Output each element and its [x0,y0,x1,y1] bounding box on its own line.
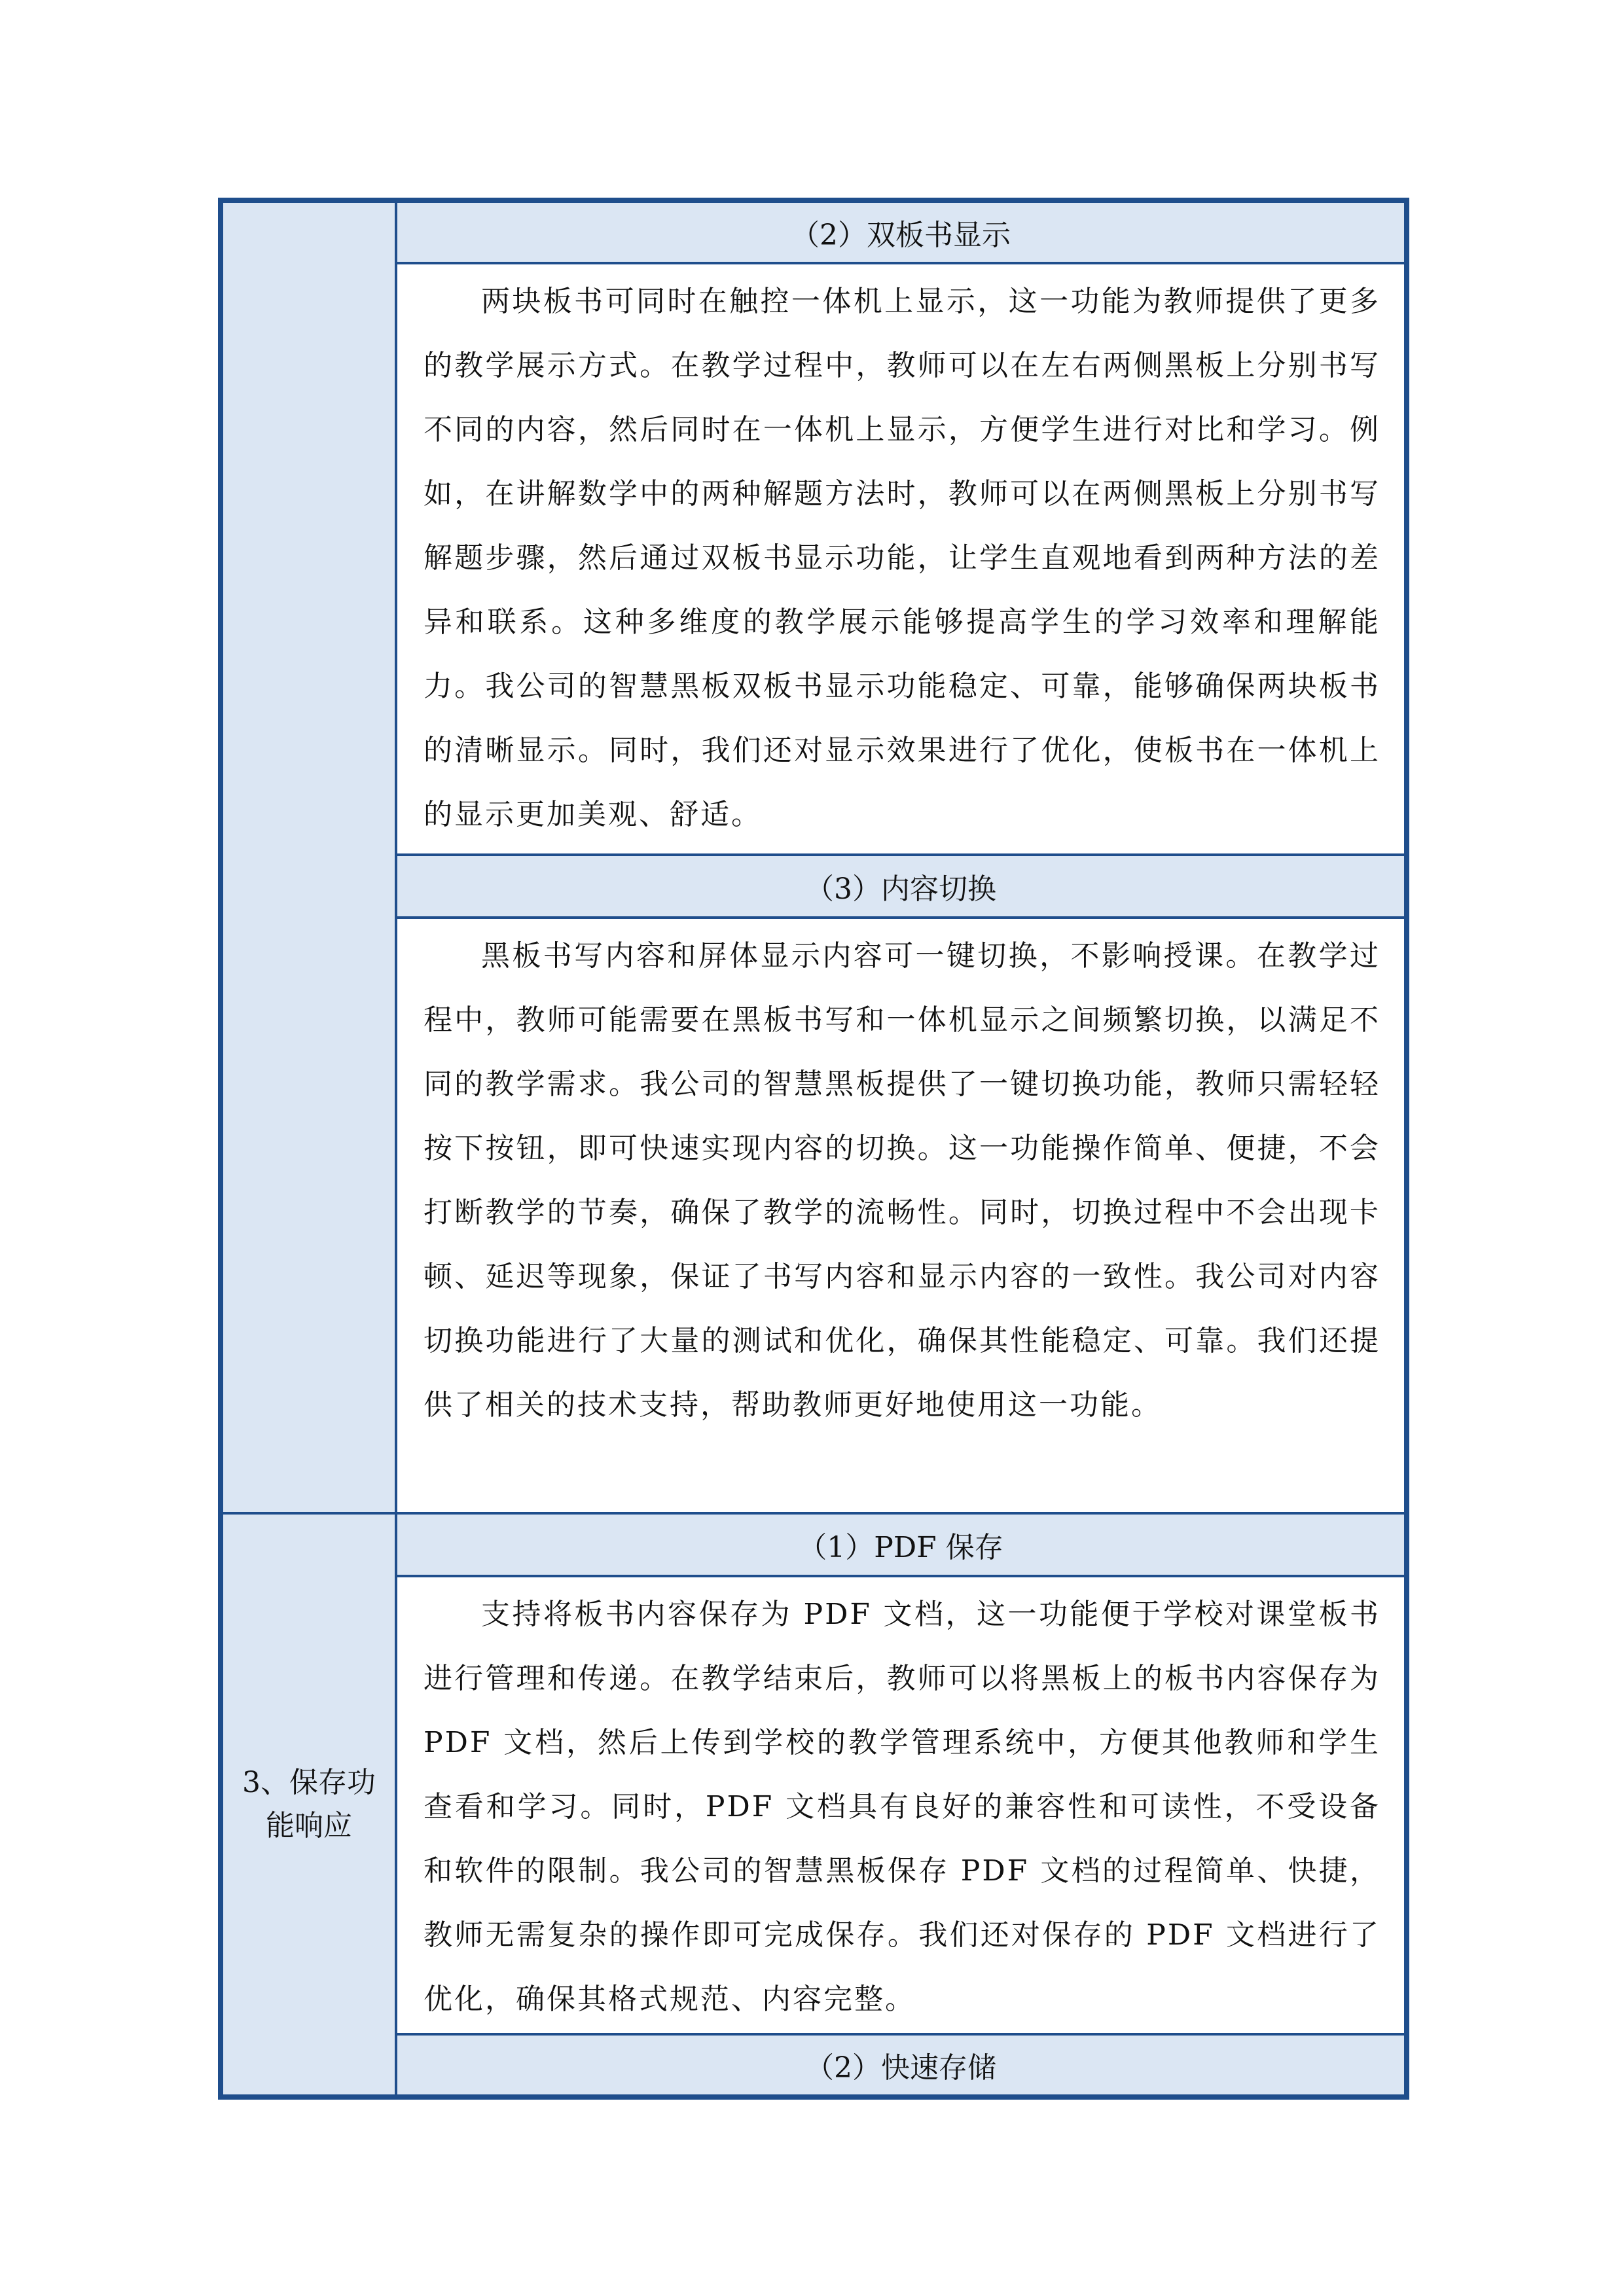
section-body-text: 两块板书可同时在触控一体机上显示，这一功能为教师提供了更多的教学展示方式。在教学过程中，教师可以在左右两侧黑板上分别书写不同的内容，然后同时在一体机上显示，方便学生进行对比和学习。例如，在讲解数学中的两种解题方法时，教师可以在两侧黑板上分别书写解题步骤，然后通过双板书显示功能，让学生直观地看到两种方法的差异和联系。这种多维度的教学展示能够提高学生的学习效率和理解能力。我公司的智慧黑板双板书显示功能稳定、可靠，能够确保两块板书的清晰显示。同时，我们还对显示效果进行了优化，使板书在一体机上的显示更加美观、舒适。 [424,285,1380,831]
section-heading-text: （2）双板书显示 [791,219,1011,252]
section-heading-text: （1）PDF 保存 [798,1531,1003,1564]
section-body-pdf-save [396,1576,1407,2034]
section-body-text: 支持将板书内容保存为 PDF 文档，这一功能便于学校对课堂板书进行管理和传递。在教学结束后，教师可以将黑板上的板书内容保存为 PDF 文档，然后上传到学校的教学管理系统中，方便其他教师和学生查看和学习。同时，PDF 文档具有良好的兼容性和可读性，不受设备和软件的限制。我公司的智慧黑板保存 PDF 文档的过程简单、快捷，教师无需复杂的操作即可完成保存。我们还对保存的 PDF 文档进行了优化，确保其格式规范、内容完整。 [424,1598,1380,2016]
group-cell-save-function [221,1513,396,2097]
section-heading-text: （2）快速存储 [805,2051,996,2085]
requirements-table [218,198,1409,2100]
group-cell-continued [221,200,396,1513]
section-heading-content-switch [396,855,1407,918]
section-body-dual-board [396,263,1407,855]
section-heading-quick-storage [396,2034,1407,2097]
group-label: 3、保存功能响应 [242,1766,376,1842]
section-heading-pdf-save [396,1513,1407,1576]
section-heading-dual-board [396,200,1407,263]
section-heading-text: （3）内容切换 [805,872,996,906]
section-body-text: 黑板书写内容和屏体显示内容可一键切换，不影响授课。在教学过程中，教师可能需要在黑板书写和一体机显示之间频繁切换，以满足不同的教学需求。我公司的智慧黑板提供了一键切换功能，教师只需轻轻按下按钮，即可快速实现内容的切换。这一功能操作简单、便捷，不会打断教学的节奏，确保了教学的流畅性。同时，切换过程中不会出现卡顿、延迟等现象，保证了书写内容和显示内容的一致性。我公司对内容切换功能进行了大量的测试和优化，确保其性能稳定、可靠。我们还提供了相关的技术支持，帮助教师更好地使用这一功能。 [424,939,1380,1422]
section-body-content-switch [396,918,1407,1513]
